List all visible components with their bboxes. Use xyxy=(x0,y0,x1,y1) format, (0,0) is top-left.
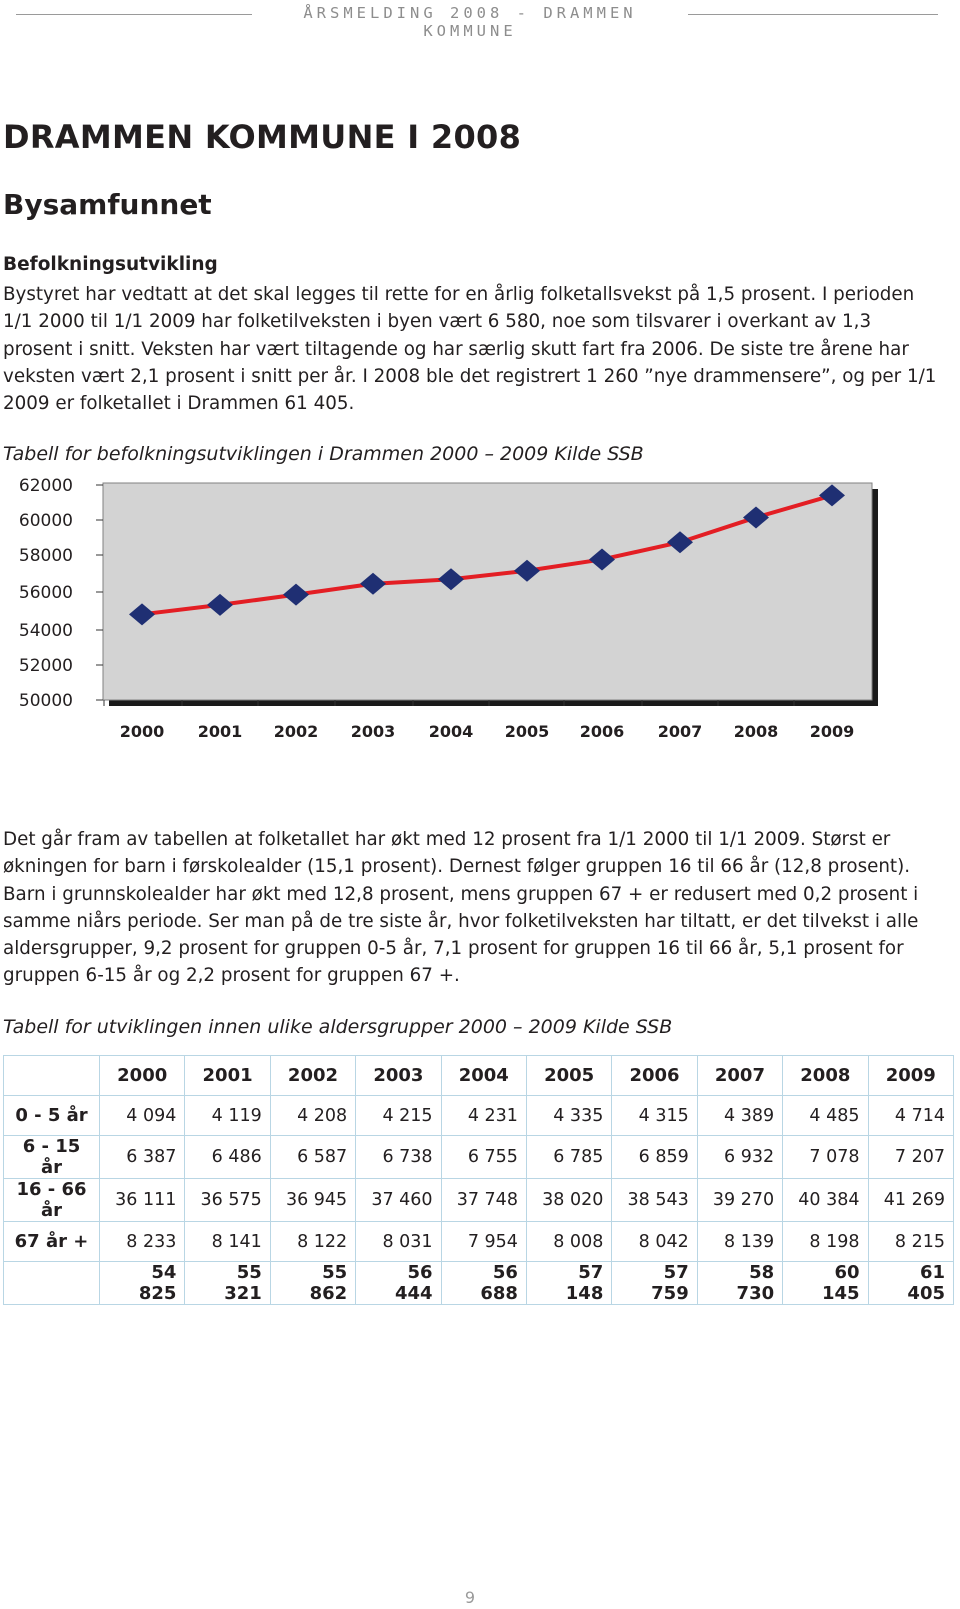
table-cell: 36 111 xyxy=(100,1179,185,1222)
table-cell: 40 384 xyxy=(783,1179,868,1222)
table-cell: 4 231 xyxy=(441,1096,526,1136)
y-tick-label: 54000 xyxy=(18,621,73,641)
total-cell: 57 148 xyxy=(526,1262,611,1305)
population-line-chart xyxy=(0,470,900,770)
running-title: ÅRSMELDING 2008 - DRAMMEN KOMMUNE xyxy=(303,4,637,40)
table-cell: 37 748 xyxy=(441,1179,526,1222)
year-header: 2006 xyxy=(612,1056,697,1096)
y-tick-label: 58000 xyxy=(18,546,73,566)
x-tick-label: 2003 xyxy=(350,722,396,741)
total-cell: 58 730 xyxy=(697,1262,782,1305)
table-cell: 38 543 xyxy=(612,1179,697,1222)
table-cell: 4 485 xyxy=(783,1096,868,1136)
table-cell: 6 932 xyxy=(697,1136,782,1179)
table-row xyxy=(4,1179,954,1222)
total-cell: 55 862 xyxy=(270,1262,355,1305)
table-cell: 8 233 xyxy=(100,1222,185,1262)
table-cell: 8 008 xyxy=(526,1222,611,1262)
table-cell: 6 587 xyxy=(270,1136,355,1179)
table-cell: 4 119 xyxy=(185,1096,270,1136)
year-header: 2000 xyxy=(100,1056,185,1096)
total-cell: 56 444 xyxy=(356,1262,441,1305)
year-header: 2005 xyxy=(526,1056,611,1096)
table-cell: 6 785 xyxy=(526,1136,611,1179)
table-cell: 8 031 xyxy=(356,1222,441,1262)
y-tick-label: 60000 xyxy=(18,511,73,531)
total-row xyxy=(4,1262,954,1305)
header-rule-left xyxy=(16,14,252,15)
corner-cell xyxy=(4,1056,100,1096)
x-tick-label: 2005 xyxy=(504,722,550,741)
table-cell: 6 738 xyxy=(356,1136,441,1179)
year-header: 2007 xyxy=(697,1056,782,1096)
year-header: 2009 xyxy=(868,1056,953,1096)
table-cell: 38 020 xyxy=(526,1179,611,1222)
x-tick-label: 2001 xyxy=(197,722,243,741)
table-cell: 6 859 xyxy=(612,1136,697,1179)
table-cell: 41 269 xyxy=(868,1179,953,1222)
total-cell: 54 825 xyxy=(100,1262,185,1305)
table-cell: 7 207 xyxy=(868,1136,953,1179)
age-group-label: 6 - 15 år xyxy=(4,1136,100,1179)
table-cell: 8 042 xyxy=(612,1222,697,1262)
table-cell: 39 270 xyxy=(697,1179,782,1222)
x-tick-label: 2007 xyxy=(657,722,703,741)
year-header: 2002 xyxy=(270,1056,355,1096)
table-cell: 4 215 xyxy=(356,1096,441,1136)
table-cell: 4 208 xyxy=(270,1096,355,1136)
total-cell: 55 321 xyxy=(185,1262,270,1305)
x-tick-label: 2004 xyxy=(428,722,474,741)
subsection-heading: Befolkningsutvikling xyxy=(3,254,218,275)
table-cell: 6 387 xyxy=(100,1136,185,1179)
year-header: 2008 xyxy=(783,1056,868,1096)
y-tick-label: 52000 xyxy=(18,656,73,676)
age-group-table xyxy=(3,1055,954,1305)
page-number: 9 xyxy=(464,1588,476,1607)
header-rule-right xyxy=(688,14,938,15)
y-tick-label: 50000 xyxy=(18,691,73,711)
age-group-label: 16 - 66 år xyxy=(4,1179,100,1222)
table-cell: 7 078 xyxy=(783,1136,868,1179)
table-cell: 37 460 xyxy=(356,1179,441,1222)
table-cell: 8 122 xyxy=(270,1222,355,1262)
x-tick-label: 2009 xyxy=(809,722,855,741)
table-row xyxy=(4,1136,954,1179)
chart-caption: Tabell for befolkningsutviklingen i Drammen 2000 – 2009 Kilde SSB xyxy=(3,443,644,465)
total-cell: 56 688 xyxy=(441,1262,526,1305)
total-cell: 61 405 xyxy=(868,1262,953,1305)
analysis-paragraph: Det går fram av tabellen at folketallet har økt med 12 prosent fra 1/1 2000 til 1/1 2009. Størst er økningen for barn i førskolealder (15,1 prosent). Dernest følger gruppen 16 til 66 år (12,8 prosent). Barn i grunnskolealder har økt med 12,8 prosent, mens gruppen 67 + er redusert med 0,2 prosent i samme niårs periode. Ser man på de tre siste år, hvor folketilveksten har tiltatt, er det tilvekst i alle aldersgrupper, 9,2 prosent for gruppen 0-5 år, 7,1 prosent for gruppen 16 til 66 år, 5,1 prosent for gruppen 6-15 år og 2,2 prosent for gruppen 67 +. xyxy=(3,829,919,987)
total-cell: 60 145 xyxy=(783,1262,868,1305)
table-cell: 4 315 xyxy=(612,1096,697,1136)
table-row xyxy=(4,1096,954,1136)
age-group-label: 0 - 5 år xyxy=(4,1096,100,1136)
intro-paragraph: Bystyret har vedtatt at det skal legges til rette for en årlig folketallsvekst på 1,5 prosent. I perioden 1/1 2000 til 1/1 2009 har folketilveksten i byen vært 6 580, noe som tilsvarer i overkant av 1,3 prosent i snitt. Veksten har vært tiltagende og har særlig skutt fart fra 2006. De siste tre årene har veksten vært 2,1 prosent i snitt per år. I 2008 ble det registrert 1 260 ”nye drammensere”, og per 1/1 2009 er folketallet i Drammen 61 405. xyxy=(3,284,937,415)
table-body xyxy=(4,1096,954,1305)
table-cell: 36 575 xyxy=(185,1179,270,1222)
total-cell: 57 759 xyxy=(612,1262,697,1305)
table-header-row xyxy=(4,1056,954,1096)
y-tick-label: 62000 xyxy=(18,476,73,496)
table-cell: 8 139 xyxy=(697,1222,782,1262)
page-title: DRAMMEN KOMMUNE I 2008 xyxy=(3,118,522,156)
x-tick-label: 2002 xyxy=(273,722,319,741)
y-tick-label: 56000 xyxy=(18,583,73,603)
table-row xyxy=(4,1222,954,1262)
x-tick-label: 2008 xyxy=(733,722,779,741)
running-header xyxy=(0,4,960,40)
table-cell: 4 094 xyxy=(100,1096,185,1136)
total-label-cell xyxy=(4,1262,100,1305)
table-cell: 8 215 xyxy=(868,1222,953,1262)
x-tick-label: 2006 xyxy=(579,722,625,741)
table-cell: 4 389 xyxy=(697,1096,782,1136)
year-header: 2003 xyxy=(356,1056,441,1096)
table-cell: 36 945 xyxy=(270,1179,355,1222)
table-cell: 4 335 xyxy=(526,1096,611,1136)
year-header: 2001 xyxy=(185,1056,270,1096)
table-cell: 7 954 xyxy=(441,1222,526,1262)
section-heading: Bysamfunnet xyxy=(3,188,212,221)
table-caption: Tabell for utviklingen innen ulike aldersgrupper 2000 – 2009 Kilde SSB xyxy=(3,1016,673,1038)
table-cell: 8 141 xyxy=(185,1222,270,1262)
table-cell: 8 198 xyxy=(783,1222,868,1262)
table-cell: 6 755 xyxy=(441,1136,526,1179)
x-tick-label: 2000 xyxy=(119,722,165,741)
table-cell: 6 486 xyxy=(185,1136,270,1179)
table-cell: 4 714 xyxy=(868,1096,953,1136)
age-group-label: 67 år + xyxy=(4,1222,100,1262)
year-header: 2004 xyxy=(441,1056,526,1096)
